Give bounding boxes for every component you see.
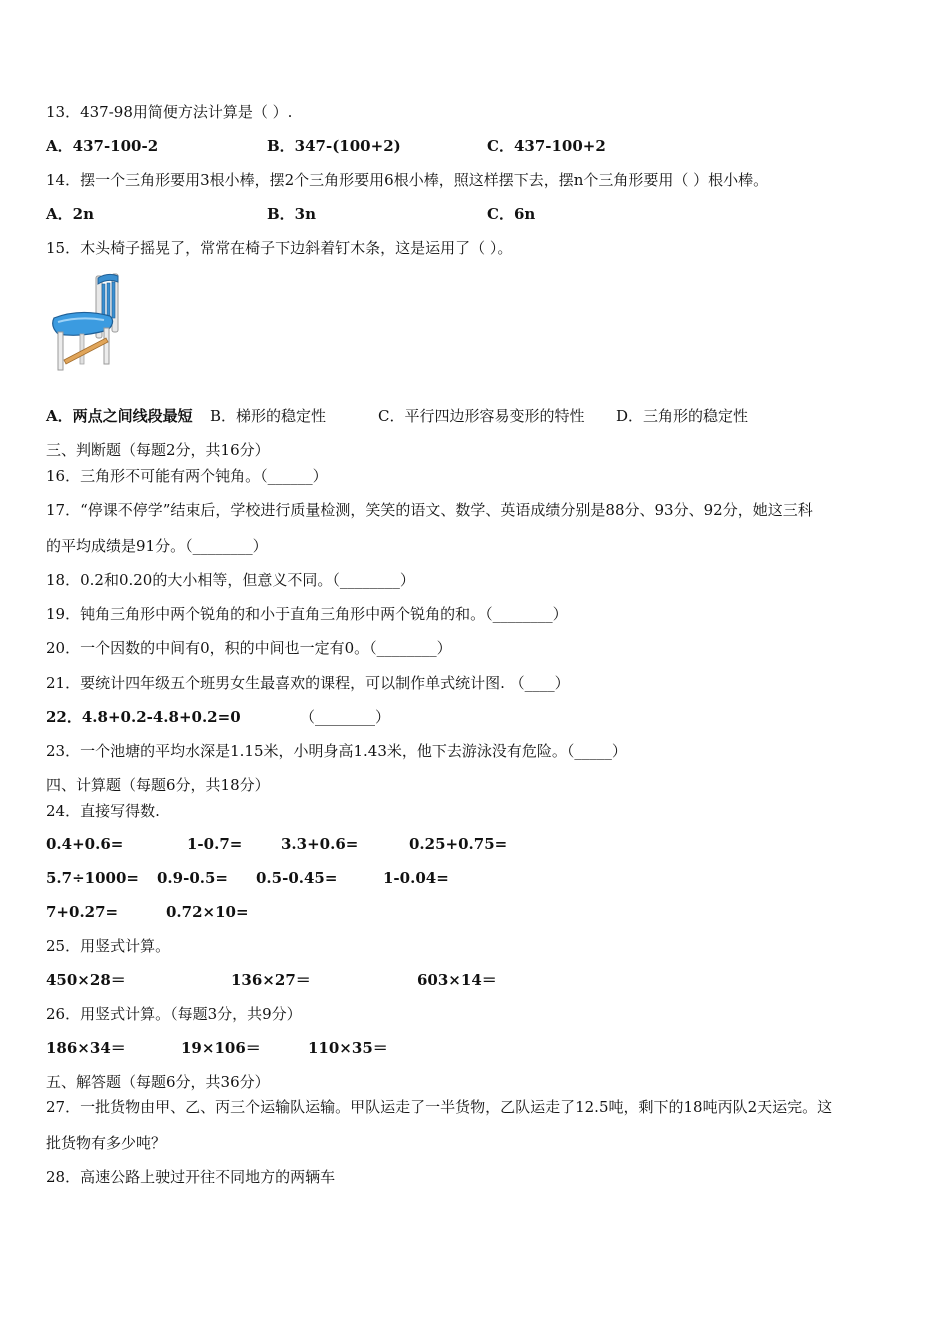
question-26: 26．用竖式计算。（每题3分，共9分） [46,1005,302,1023]
q24-item: 0.4+0.6= [46,835,124,853]
chair-with-diagonal-brace-icon [50,272,130,376]
q24-item: 1-0.7= [187,835,243,853]
q14-option-a: A．2n [46,205,94,223]
q24-item: 0.5-0.45= [256,869,338,887]
q24-item: 5.7÷1000= [46,869,139,887]
question-20: 20．一个因数的中间有0，积的中间也一定有0。（________） [46,639,452,657]
q25-item: 603×14＝ [417,971,497,989]
question-13: 13．437-98用简便方法计算是（ ）. [46,103,293,121]
q14-option-c: C．6n [487,205,536,223]
q13-option-a: A．437-100-2 [46,137,159,155]
q14-option-b: B．3n [267,205,317,223]
q26-item: 110×35＝ [308,1039,388,1057]
question-19: 19．钝角三角形中两个锐角的和小于直角三角形中两个锐角的和。（________） [46,605,568,623]
section-heading-word-problems: 五、解答题（每题6分，共36分） [46,1073,270,1091]
q24-item: 0.25+0.75= [409,835,508,853]
section-heading-judgement: 三、判断题（每题2分，共16分） [46,441,270,459]
q13-option-c: C．437-100+2 [487,137,606,155]
question-27-line-2: 批货物有多少吨？ [46,1134,167,1152]
q13-option-b: B．347-(100+2) [267,137,401,155]
q15-option-c: C．平行四边形容易变形的特性 [378,407,585,425]
question-14: 14．摆一个三角形要用3根小棒，摆2个三角形要用6根小棒，照这样摆下去，摆n个三角形要用（ ）根小棒。 [46,171,769,189]
question-27-line-1: 27．一批货物由甲、乙、丙三个运输队运输。甲队运走了一半货物，乙队运走了12.5吨，剩下的18吨丙队2天运完。这 [46,1098,833,1116]
question-15: 15．木头椅子摇晃了，常常在椅子下边斜着钉木条，这是运用了（ ）。 [46,239,513,257]
question-17-line-2: 的平均成绩是91分。（________） [46,537,268,555]
question-17-line-1: 17．“停课不停学”结束后，学校进行质量检测，笑笑的语文、数学、英语成绩分别是88分、93分、92分，她这三科 [46,501,813,519]
q24-item: 1-0.04= [383,869,449,887]
q26-item: 186×34＝ [46,1039,126,1057]
q26-item: 19×106＝ [181,1039,261,1057]
q24-item: 0.72×10= [166,903,249,921]
section-heading-calculation: 四、计算题（每题6分，共18分） [46,776,270,794]
q24-item: 7+0.27= [46,903,119,921]
q15-option-b: B．梯形的稳定性 [210,407,327,425]
question-24: 24．直接写得数. [46,802,160,820]
q24-item: 0.9-0.5= [157,869,228,887]
question-18: 18．0.2和0.20的大小相等，但意义不同。（________） [46,571,415,589]
q25-item: 136×27＝ [231,971,311,989]
question-16: 16．三角形不可能有两个钝角。（______） [46,467,328,485]
q15-option-d: D．三角形的稳定性 [616,407,749,425]
question-21: 21．要统计四年级五个班男女生最喜欢的课程，可以制作单式统计图. （____） [46,674,570,692]
q24-item: 3.3+0.6= [281,835,359,853]
question-23: 23．一个池塘的平均水深是1.15米，小明身高1.43米，他下去游泳没有危险。（_____） [46,742,627,760]
q25-item: 450×28＝ [46,971,126,989]
question-22-expression: 22．4.8+0.2-4.8+0.2=0 [46,708,241,726]
q15-option-a: A．两点之间线段最短 [46,407,193,425]
question-22-blank: （________） [300,708,391,726]
question-25: 25．用竖式计算。 [46,937,171,955]
question-28: 28．高速公路上驶过开往不同地方的两辆车 [46,1168,336,1186]
